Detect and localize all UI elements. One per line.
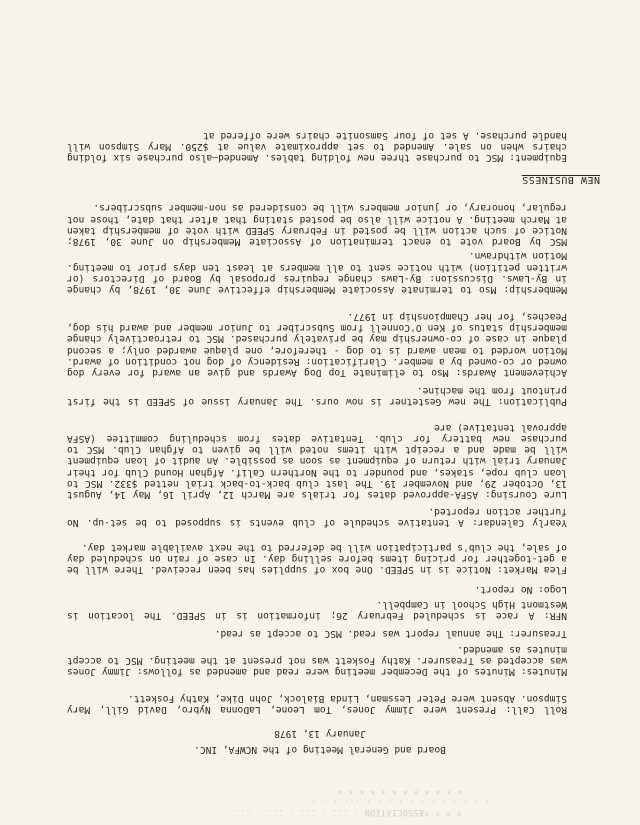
letterhead-bleed-line: * * * * * * * * * * * *	[337, 785, 462, 795]
letterhead-bleed-line: · · · · · · · · · · · · · · · · ·	[311, 795, 490, 805]
new-business-heading: NEW BUSINESS	[521, 174, 600, 185]
achievement-awards-paragraph: Achievement Awards: Mso to eliminate Top Dog Awards and give an award for every dog owned or co-owned by a member. Clarification: Residency of dog not condition of award. Motion worded to mean award is to dog - therefore, one plaque awarded only; a second plaque in case of co-ownership may be privately purchased. MSC to retroactively change membership status of Ken O'Connell from Subscriber to Junior member and award his dog, Peaches, for her Championship in 1977.	[67, 310, 567, 378]
roll-call-paragraph: Roll Call: Present were Jimmy Jones, Tom Leone, LaDonna Nybro, David Gill, Mary Simpson. Absent were Peter Lessman, Linda Bialock, John Dike, Kathy Foskett.	[67, 692, 567, 715]
treasurer-paragraph: Treasurer: The annual report was read. MSC to accept as read.	[214, 628, 567, 639]
yearly-calendar-paragraph: Yearly Calendar: A tentative schedule of club events is supposed to be set-up. No further action reported.	[67, 505, 567, 528]
meeting-title: Board and General Meeting of the NCWFA, INC.	[194, 744, 446, 755]
letterhead-bleed-line: * * * *ÆSSOCIATION · ... · ... · ... · ...	[234, 807, 462, 817]
membership-continued-paragraph: MSC by Board vote to enact termination of Associate Membership on June 30, 1978; Notice of such action will be posted in February SPEED with vote of membership taken at March meeting. A notice will also be posted stating that after that date, those not regular, honorary, or junior members will be considered as non-member subscribers.	[67, 202, 567, 247]
equipment-paragraph: Equipment: MSC to purchase three new folding tables. Amended—also purchase six folding chairs when on sale. Amended to set approximate value at $250. Mary Simpson will handle purchase. A set of four Samsonite chairs were offered at	[67, 129, 567, 163]
meeting-date: January 13, 1978	[274, 728, 366, 739]
publication-paragraph: Publication: The new Gestetner is now ours. The January issue of SPEED is the first printout from the machine.	[67, 384, 567, 407]
minutes-paragraph: Minutes: Minutes of the December meeting were read and amended as follows: Jimmy Jones was accepted as Treasurer. Kathy Foskett was not present at the meeting. MSC to accept minutes as amended.	[67, 643, 567, 677]
nfr-paragraph: NFR: A race is scheduled February 26; information is in SPEED. The location is Westmont High School in Campbell.	[67, 598, 567, 621]
lure-coursing-paragraph: Lure Coursing: ASFA-approved dates for trials are March 12, April 16, May 14, August 13, October 29, and November 19. The last club back-to-back trial netted $332. MSC to loan club rope, stakes, and pounder to the Northern Calif. Afghan Hound Club for their January trial with return of equipment as soon as possible. An audit of loan equipment will be made and a receipt with items noted will be given to Afghan Club. MSC to purchase new battery for club. Tentative dates from scheduling committee (ASFA approval tentative) are	[67, 421, 567, 500]
flea-market-paragraph: Flea Market: Notice is in SPEED. One box of supplies has been received. There will be a get-together for pricing items before selling day. In case of rain on scheduled day of sale, the club's participation will be deferred to the next available market day.	[67, 541, 567, 575]
logo-paragraph: Logo: No report.	[474, 584, 567, 595]
membership-paragraph: Membership: Mso to terminate Associate Membership effective June 30, 1978, by change in By-Laws. Discussion: By-Laws change requires proposal by Board of Directors (or written petition) with notice sent to all members at least ten days prior to meeting. Motion withdrawn.	[67, 250, 567, 295]
